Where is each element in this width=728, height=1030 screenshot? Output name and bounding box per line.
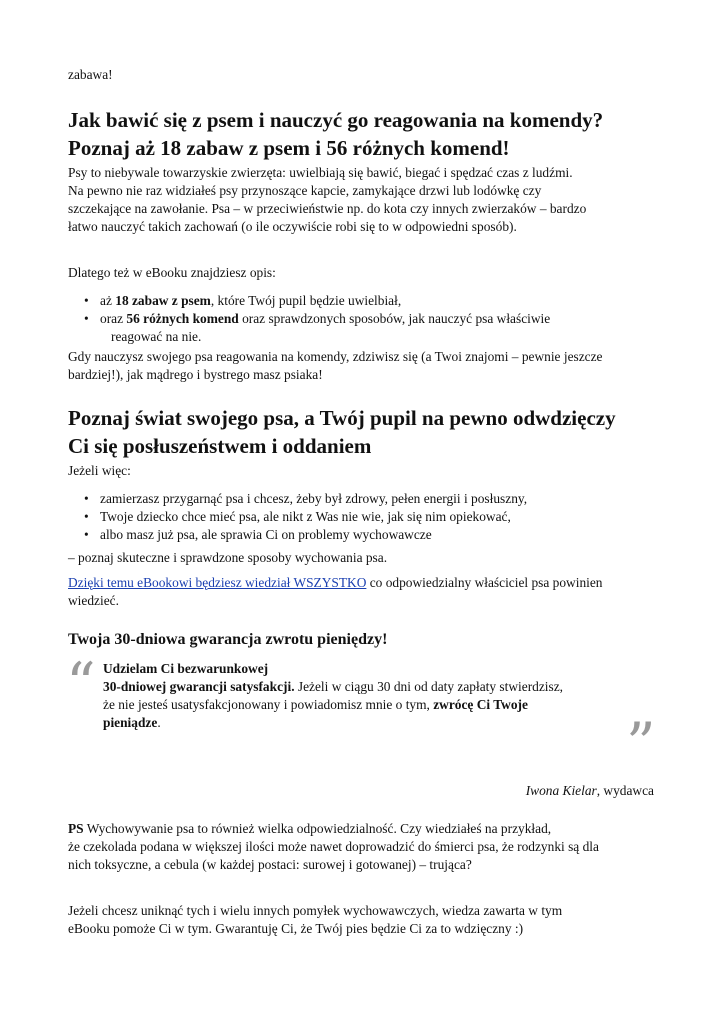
paragraph-line: Psy to niebywale towarzyskie zwierzęta: uwielbiają się bawić, biegać i spędzać czas z ludźmi. bbox=[68, 165, 573, 180]
quote-line: pieniądze. bbox=[103, 715, 161, 730]
heading-play-line1: Jak bawić się z psem i nauczyć go reagowania na komendy? bbox=[68, 108, 604, 132]
bullet-icon: • bbox=[84, 293, 89, 308]
paragraph-line: nich toksyczne, a cebula (w każdej postaci: surowej i gotowanej) – trująca? bbox=[68, 857, 472, 872]
paragraph-line: bardziej!), jak mądrego i bystrego masz psiaka! bbox=[68, 367, 323, 382]
bullet-icon: • bbox=[84, 527, 89, 542]
paragraph-line: że czekolada podana w większej ilości może nawet doprowadzić do śmierci psa, że rodzynki są dla bbox=[68, 839, 599, 854]
bullet-icon: • bbox=[84, 311, 89, 326]
quote-line: że nie jesteś usatysfakcjonowany i powiadomisz mnie o tym, zwrócę Ci Twoje bbox=[103, 697, 528, 712]
list-item: • Twoje dziecko chce mieć psa, ale nikt z Was nie wie, jak się nim opiekować, bbox=[84, 509, 511, 524]
paragraph-line: Na pewno nie raz widziałeś psy przynoszące kapcie, zamykające drzwi lub lodówkę czy bbox=[68, 183, 542, 198]
open-quote-icon: “ bbox=[66, 650, 96, 718]
quote-line: Udzielam Ci bezwarunkowej bbox=[103, 661, 269, 676]
ps-label: PS bbox=[68, 821, 84, 836]
paragraph-line: – poznaj skuteczne i sprawdzone sposoby wychowania psa. bbox=[68, 550, 388, 565]
paragraph-line: Jeżeli więc: bbox=[68, 463, 131, 478]
close-quote-icon: ” bbox=[626, 710, 656, 778]
paragraph-line: Dlatego też w eBooku znajdziesz opis: bbox=[68, 265, 276, 280]
ps-line: PS Wychowywanie psa to również wielka odpowiedzialność. Czy wiedziałeś na przykład, bbox=[68, 821, 552, 836]
list-item: • zamierzasz przygarnąć psa i chcesz, żeby był zdrowy, pełen energii i posłuszny, bbox=[84, 491, 528, 506]
bullet-icon: • bbox=[84, 509, 89, 524]
ebook-link[interactable]: Dzięki temu eBookowi będziesz wiedział WSZYSTKO bbox=[68, 575, 367, 590]
paragraph-line: eBooku pomoże Ci w tym. Gwarantuję Ci, że Twój pies będzie Ci za to wdzięczny :) bbox=[68, 921, 524, 936]
paragraph-line: Gdy nauczysz swojego psa reagowania na komendy, zdziwisz się (a Twoi znajomi – pewnie jeszcze bbox=[68, 349, 603, 364]
bullet-icon: • bbox=[84, 491, 89, 506]
paragraph-line: wiedzieć. bbox=[68, 593, 119, 608]
paragraph-line: łatwo nauczyć takich zachowań (o ile oczywiście robi się to w odpowiedni sposób). bbox=[68, 219, 517, 234]
intro-text: zabawa! bbox=[68, 67, 113, 82]
heading-world-line1: Poznaj świat swojego psa, a Twój pupil na pewno odwdzięczy bbox=[68, 406, 616, 430]
heading-play-line2: Poznaj aż 18 zabaw z psem i 56 różnych komend! bbox=[68, 136, 510, 160]
heading-guarantee: Twoja 30-dniowa gwarancja zwrotu pieniędzy! bbox=[68, 631, 388, 648]
list-item: • oraz 56 różnych komend oraz sprawdzonych sposobów, jak nauczyć psa właściwie bbox=[84, 311, 551, 326]
quote-line: 30-dniowej gwarancji satysfakcji. Jeżeli w ciągu 30 dni od daty zapłaty stwierdzisz, bbox=[103, 679, 564, 694]
paragraph-line: szczekające na zawołanie. Psa – w przeciwieństwie np. do kota czy innych zwierzaków – bardzo bbox=[68, 201, 587, 216]
paragraph-with-link: Dzięki temu eBookowi będziesz wiedział WSZYSTKO co odpowiedzialny właściciel psa powinien bbox=[68, 575, 603, 590]
list-item-continuation: reagować na nie. bbox=[111, 329, 202, 344]
paragraph-line: Jeżeli chcesz uniknąć tych i wielu innych pomyłek wychowawczych, wiedza zawarta w tym bbox=[68, 903, 563, 918]
signature-name: Iwona Kielar bbox=[525, 783, 597, 798]
heading-world-line2: Ci się posłuszeństwem i oddaniem bbox=[68, 434, 372, 458]
list-item: • albo masz już psa, ale sprawia Ci on problemy wychowawcze bbox=[84, 527, 432, 542]
signature bbox=[526, 782, 654, 800]
list-item: • aż 18 zabaw z psem, które Twój pupil będzie uwielbiał, bbox=[84, 293, 402, 308]
signature-role: , wydawca bbox=[596, 783, 654, 798]
